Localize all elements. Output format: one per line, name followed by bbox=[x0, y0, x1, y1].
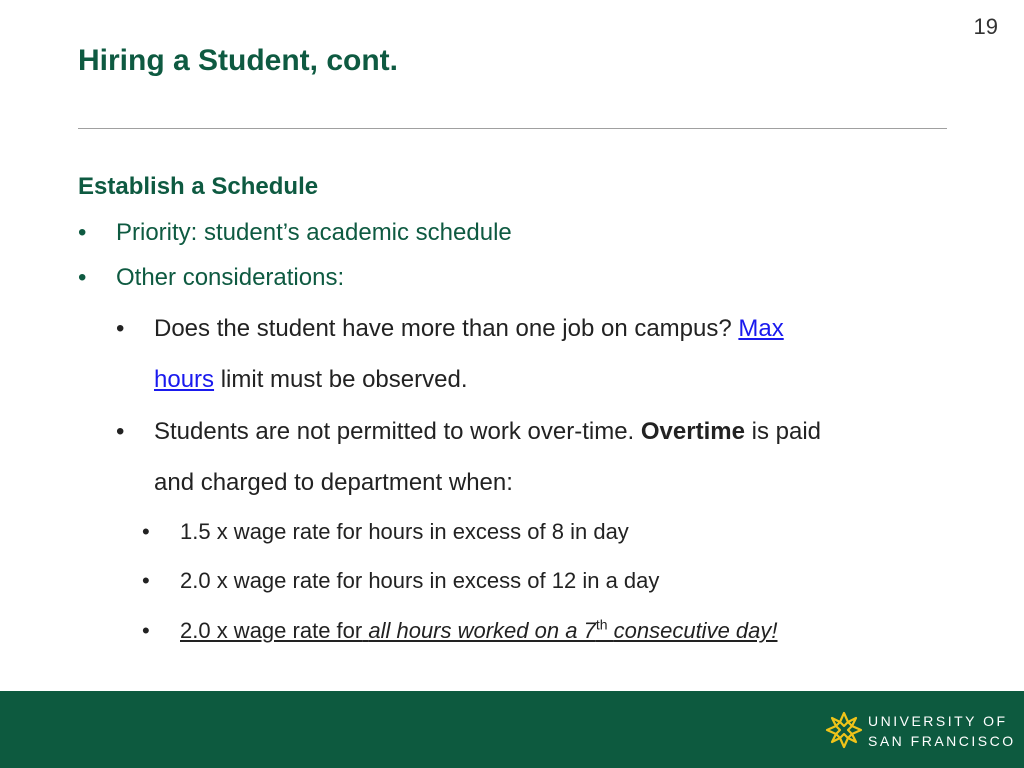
bullet-item-other-considerations bbox=[78, 264, 344, 292]
bullet-icon: • bbox=[116, 418, 125, 445]
slide-number: 19 bbox=[973, 14, 998, 39]
bullet-text: Other considerations: bbox=[116, 264, 345, 291]
logo-line-1: UNIVERSITY OF bbox=[868, 713, 1008, 729]
bullet-icon: • bbox=[142, 568, 150, 593]
bullet-icon: • bbox=[78, 219, 87, 246]
rate-italic-end: consecutive day! bbox=[613, 618, 778, 644]
sub-bullet-overtime bbox=[116, 418, 821, 446]
bullet-icon: • bbox=[78, 264, 87, 291]
rate-text-underlined bbox=[180, 618, 778, 643]
sub-bullet-text: is paid bbox=[751, 418, 821, 445]
logo-line-2: SAN FRANCISCO bbox=[868, 733, 1016, 749]
usf-logo-icon bbox=[824, 710, 864, 750]
bullet-item-priority bbox=[78, 219, 512, 247]
rate-item bbox=[142, 519, 629, 545]
superscript-th: th bbox=[595, 617, 608, 633]
max-hours-link-part1[interactable]: Max bbox=[738, 315, 784, 342]
bullet-icon: • bbox=[142, 618, 150, 644]
usf-logo-wordmark bbox=[868, 711, 1016, 751]
sub-bullet-continuation bbox=[154, 366, 467, 394]
sub-bullet-overtime-continuation: and charged to department when: bbox=[154, 469, 513, 496]
slide-title: Hiring a Student, cont. bbox=[78, 44, 398, 77]
bullet-text: Priority: student’s academic schedule bbox=[116, 219, 512, 246]
rate-text: 1.5 x wage rate for hours in excess of 8 in day bbox=[180, 519, 629, 544]
bullet-icon: • bbox=[142, 519, 150, 544]
sub-bullet-text: Does the student have more than one job on campus? bbox=[154, 315, 732, 342]
rate-item-seventh-day bbox=[142, 617, 778, 644]
max-hours-link-part2[interactable]: hours bbox=[154, 366, 215, 393]
title-divider bbox=[78, 128, 947, 129]
sub-bullet-text: limit must be observed. bbox=[220, 366, 468, 393]
sub-bullet-text: Students are not permitted to work over-time. bbox=[154, 418, 635, 445]
section-heading: Establish a Schedule bbox=[78, 173, 319, 200]
overtime-bold: Overtime bbox=[640, 418, 745, 445]
rate-italic: all hours worked on a 7 bbox=[368, 618, 596, 644]
rate-prefix: 2.0 x wage rate for bbox=[180, 618, 363, 644]
sub-bullet-multiple-jobs bbox=[116, 315, 784, 343]
bullet-icon: • bbox=[116, 315, 125, 342]
rate-item bbox=[142, 568, 659, 594]
rate-text: 2.0 x wage rate for hours in excess of 12 in a day bbox=[180, 568, 660, 593]
